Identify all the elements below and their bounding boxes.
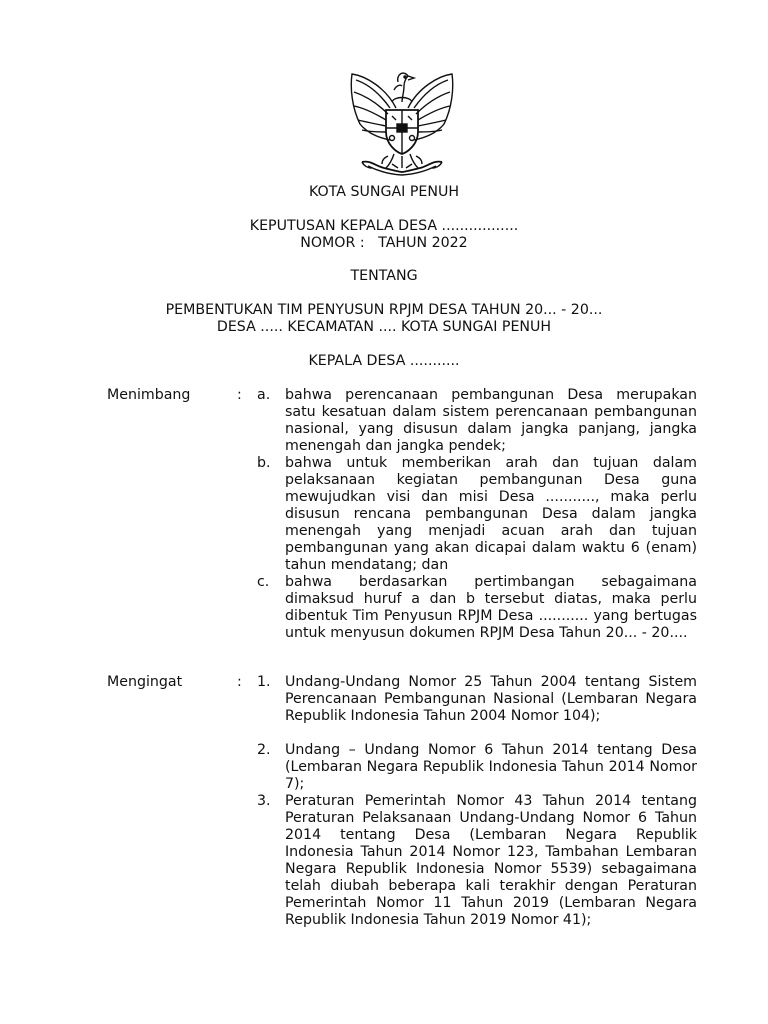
item-marker: 2. [257, 742, 271, 758]
item-text: Undang – Undang Nomor 6 Tahun 2014 tentang Desa (Lembaran Negara Republik Indonesia Tahun 2014 Nomor 7); [285, 742, 697, 792]
menimbang-colon: : [237, 387, 242, 403]
city-heading: KOTA SUNGAI PENUH [308, 184, 460, 200]
subject-line-2: DESA ..... KECAMATAN .... KOTA SUNGAI PENUH [216, 319, 552, 335]
decision-number: NOMOR : TAHUN 2022 [300, 235, 468, 251]
authority-heading: KEPALA DESA ........... [308, 353, 460, 369]
garuda-pancasila-emblem-icon [346, 68, 458, 178]
item-marker: 3. [257, 793, 271, 809]
about-heading: TENTANG [350, 268, 418, 284]
item-text: Undang-Undang Nomor 25 Tahun 2004 tentang Sistem Perencanaan Pembangunan Nasional (Lembaran Negara Republik Indonesia Tahun 2004 Nomor 104); [285, 674, 697, 724]
menimbang-item-b [257, 455, 697, 574]
item-marker: b. [257, 455, 271, 471]
item-text: bahwa untuk memberikan arah dan tujuan dalam pelaksanaan kegiatan pembangunan Desa guna mewujudkan visi dan misi Desa ..........., maka perlu disusun rencana pembangunan Desa dalam jangka menengah yang menjadi acuan arah dan tujuan pembangunan yang akan dicapai dalam waktu 6 (enam) tahun mendatang; dan [285, 455, 697, 573]
subject-line-1: PEMBENTUKAN TIM PENYUSUN RPJM DESA TAHUN 20... - 20... [165, 302, 603, 318]
menimbang-label: Menimbang [107, 387, 191, 403]
mengingat-colon: : [237, 674, 242, 690]
decision-title: KEPUTUSAN KEPALA DESA ................. [249, 218, 519, 234]
menimbang-item-a [257, 387, 697, 455]
item-text: Peraturan Pemerintah Nomor 43 Tahun 2014 tentang Peraturan Pelaksanaan Undang-Undang Nomor 6 Tahun 2014 tentang Desa (Lembaran Negara Republik Indonesia Tahun 2014 Nomor 123, Tambahan Lembaran Negara Republik Indonesia Nomor 5539) sebagaimana telah diubah beberapa kali terakhir dengan Peraturan Pemerintah Nomor 11 Tahun 2019 (Lembaran Negara Republik Indonesia Tahun 2019 Nomor 41); [285, 793, 697, 928]
mengingat-item-3 [257, 793, 697, 929]
menimbang-item-c [257, 574, 697, 642]
mengingat-item-1 [257, 674, 697, 725]
item-text: bahwa perencanaan pembangunan Desa merupakan satu kesatuan dalam sistem perencanaan pembangunan nasional, yang disusun dalam jangka panjang, jangka menengah dan jangka pendek; [285, 387, 697, 454]
item-text: bahwa berdasarkan pertimbangan sebagaimana dimaksud huruf a dan b tersebut diatas, maka perlu dibentuk Tim Penyusun RPJM Desa ........... yang bertugas untuk menyusun dokumen RPJM Desa Tahun 20... - 20.... [285, 574, 697, 641]
item-marker: a. [257, 387, 271, 403]
mengingat-item-2 [257, 742, 697, 793]
item-marker: 1. [257, 674, 271, 690]
item-marker: c. [257, 574, 270, 590]
mengingat-label: Mengingat [107, 674, 183, 690]
